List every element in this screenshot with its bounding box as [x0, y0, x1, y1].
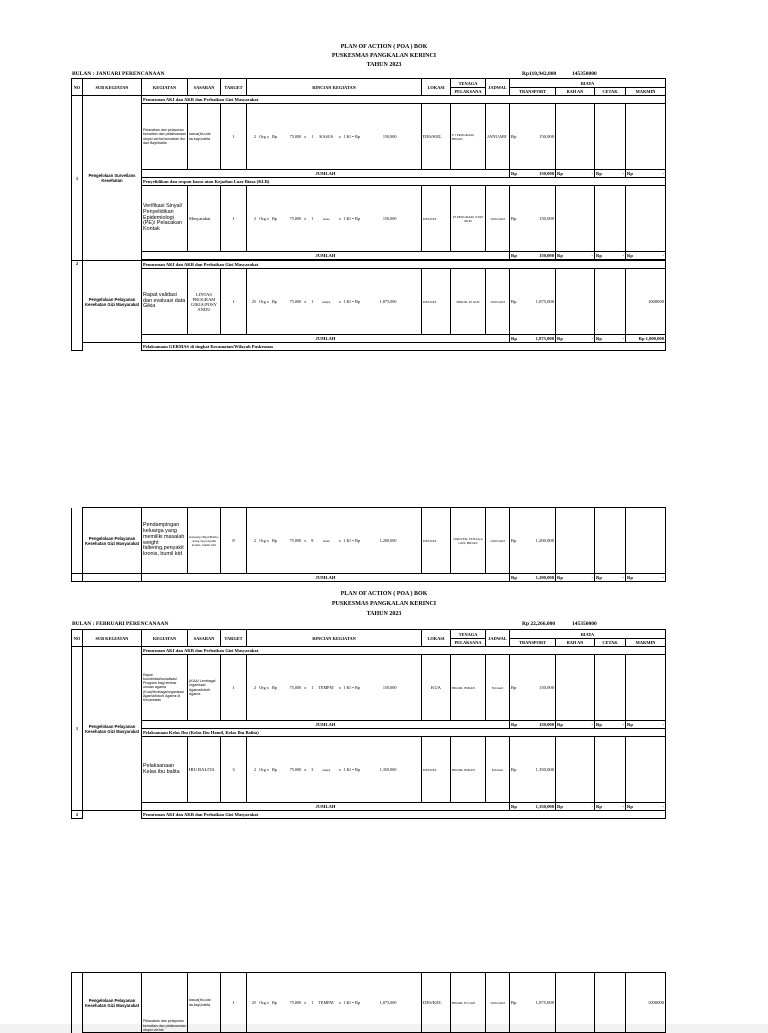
transport-cell: Rp 1,875,000 — [510, 269, 556, 335]
transport-cell: Rp 150,000 — [510, 655, 556, 721]
jumlah-makmin: Rp - — [627, 722, 665, 727]
cetak-cell — [595, 186, 626, 252]
col-makmin: MAKMIN — [626, 639, 666, 647]
bahan-cell — [556, 737, 595, 803]
col-makmin: MAKMIN — [626, 88, 666, 96]
makmin-cell — [626, 737, 666, 803]
sub-kegiatan: Pengelolaan Pelayanan Kesehatan Gizi Masyarakat — [83, 973, 142, 1033]
kegiatan-cell: Verifikasi Sinyal/ Penyelidikan Epidemiologi (PE)/ Pelacakan Kontak — [142, 186, 188, 252]
jumlah-transport: Rp 1,350,000 — [511, 804, 554, 809]
row-no: 1 — [72, 96, 83, 261]
jadwal-cell: JANUARI — [486, 508, 510, 574]
bahan-cell — [556, 104, 595, 170]
col-pelaksana: PELAKSANA — [451, 639, 486, 647]
rincian-cell: 2 Org x Rp 75,000 x 1 kasus x 1 Kl = Rp 150,000 — [247, 186, 422, 252]
target-cell: 1 — [221, 104, 247, 170]
col-tenaga: TENAGA — [451, 79, 486, 88]
sub-kegiatan: Pengelolaan Pelayanan Kesehatan Gizi Masyarakat — [83, 261, 142, 343]
pelaksana-cell: P J PROGRAM, BIDAN — [451, 104, 486, 170]
jadwal-cell: Februari — [486, 655, 510, 721]
col-jadwal: JADWAL — [486, 630, 510, 647]
kegiatan-cell: Pendampingan keluarga yang memiliki masalah weight faltering,penyakit kronis, bumil ktd — [142, 508, 188, 574]
pelaksana-cell: PJ PROGRAM, STAF PKM — [451, 186, 486, 252]
kegiatan-cell: Pelaksanaan Kelas ibu balita — [142, 737, 188, 803]
doc-title: PLAN OF ACTION ( POA ) BOK — [340, 44, 428, 50]
kegiatan-cell: Rapat koordinasi/sosialisasi Program bagi lembar urusan agama (Kua)/lembaga/organisasi Agama/tokoh Agama di Kecamatan — [142, 655, 188, 721]
lokasi-cell: DES/KEL — [422, 973, 451, 1033]
section-title: Penurunan AKI dan AKB dan Perbaikan Gizi Masyarakat — [142, 96, 666, 104]
jumlah-makmin: Rp 1,000,000 — [626, 335, 666, 343]
jumlah-row — [72, 335, 666, 343]
col-rincian: RINCIAN KEGIATAN — [247, 630, 422, 647]
section-title: Pelaksanaan Kelas Ibu (Kelas Ibu Hamil, Kelas Ibu Balita) — [142, 729, 666, 737]
col-kegiatan: KEGIATAN — [142, 630, 188, 647]
rincian-cell: 2 Org x Rp 75,000 x 3 tempat x 1 Kl = Rp 1,350,000 — [247, 737, 422, 803]
jumlah-bahan: Rp - — [557, 253, 593, 258]
jumlah-transport: Rp 1,875,000 — [511, 336, 554, 341]
rincian-cell: 2 Org x Rp 75,000 x 1 TEMPAT x 1 Kl = Rp 150,000 — [247, 655, 422, 721]
jadwal-cell: JANUARI — [486, 973, 510, 1033]
month-label: BULAN : JANUARI PERENCANAAN — [72, 71, 165, 77]
col-bahan: BAH AN — [556, 639, 595, 647]
col-no: NO — [72, 79, 83, 96]
table-row — [72, 269, 666, 335]
table-row — [72, 737, 666, 803]
pagu-total: 145350000 — [572, 621, 597, 627]
col-lokasi: LOKASI — [422, 630, 451, 647]
target-cell: 3 — [221, 737, 247, 803]
jumlah-cetak: Rp - — [596, 171, 624, 176]
target-cell: 8 — [221, 508, 247, 574]
bahan-cell — [556, 186, 595, 252]
makmin-cell — [626, 655, 666, 721]
poa-table-februari — [71, 629, 666, 819]
transport-cell: Rp 1,200,000 — [510, 508, 556, 574]
col-pelaksana: PELAKSANA — [451, 88, 486, 96]
kegiatan-cell: Pelacakan dan pelaporan kematian dan pelaksanaan otopsi verbal — [142, 973, 188, 1033]
lokasi-cell: DES/KEL — [422, 269, 451, 335]
lokasi-cell: DES/KEL — [422, 508, 451, 574]
makmin-cell — [626, 508, 666, 574]
bahan-cell — [556, 269, 595, 335]
row-no: 2 — [72, 811, 83, 819]
col-sasaran: SASARAN — [188, 79, 221, 96]
col-rincian: RINCIAN KEGIATAN — [247, 79, 422, 96]
sasaran-cell: kasus(Ibu,bal ita,bayi,balita — [188, 973, 221, 1033]
col-kegiatan: KEGIATAN — [142, 79, 188, 96]
rincian-cell: 25 Org x Rp 75,000 x 1 TEMPAT x 1 Kl = Rp 1,875,000 — [247, 973, 422, 1033]
jumlah-bahan: Rp - — [557, 804, 593, 809]
makmin-cell — [626, 186, 666, 252]
col-biaya: BIAYA — [510, 79, 666, 88]
cetak-cell — [595, 104, 626, 170]
kegiatan-cell: Rapat validasi dan evaluasi data Gikia — [142, 269, 188, 335]
table-row — [72, 508, 666, 574]
lokasi-cell: DES/KEL — [422, 186, 451, 252]
jumlah-transport: Rp 150,000 — [511, 171, 554, 176]
jumlah-makmin: Rp - — [627, 804, 665, 809]
row-no: 1 — [72, 647, 83, 811]
jumlah-cetak: Rp - — [596, 722, 624, 727]
jumlah-row — [72, 574, 666, 582]
transport-cell: Rp 1,350,000 — [510, 737, 556, 803]
makmin-cell: 1000000 — [626, 973, 666, 1033]
transport-cell: Rp 150,000 — [510, 186, 556, 252]
jadwal-cell: JANUARI — [486, 269, 510, 335]
month-total: Rp 22,266,000 — [522, 621, 556, 627]
sasaran-cell: LINTAS PROGRAM GIKIA/POSY ANDU — [188, 269, 221, 335]
jumlah-transport: Rp 1,200,000 — [511, 575, 554, 580]
jadwal-cell: Februari — [486, 737, 510, 803]
col-biaya: BIAYA — [510, 630, 666, 639]
section-title: Pelaksanaan GERMAS di tingkat Kecamatan/Wilayah Puskesmas — [142, 343, 666, 351]
jadwal-cell: JANUARI — [486, 104, 510, 170]
sub-kegiatan: Pengelolaan Pelayanan Kesehatan Gizi Masyarakat — [83, 508, 142, 574]
row-no: 2 — [72, 261, 83, 351]
section-title: Penurunan AKI dan AKB dan Perbaikan Gizi Masyarakat — [142, 647, 666, 655]
jumlah-transport: Rp 150,000 — [511, 722, 554, 727]
transport-cell: Rp 1,875,000 — [510, 973, 556, 1033]
jumlah-makmin: Rp - — [627, 575, 664, 580]
jumlah-bahan: Rp - — [557, 722, 593, 727]
rincian-cell: 25 Org x Rp 75,000 x 1 tempat x 1 Kl = Rp 1,875,000 — [247, 269, 422, 335]
jumlah-cetak: Rp - — [596, 575, 624, 580]
poa-table-januari-cont — [71, 507, 666, 582]
pelaksana-cell: BIKOR, PJ GIZI — [451, 973, 486, 1033]
sasaran-cell: (KUA/ Lembaga/ organisasi Agama/tokoh Agama — [188, 655, 221, 721]
rincian-cell: 2 Org x Rp 75,000 x 1 KASUS x 1 Kl = Rp 150,000 — [247, 104, 422, 170]
target-cell: 1 — [221, 186, 247, 252]
sub-kegiatan: Pengelolaan Pelayanan Kesehatan Gizi Masyarakat — [83, 647, 142, 811]
jumlah-bahan: Rp - — [557, 336, 593, 341]
doc-year: TAHUN 2023 — [366, 62, 402, 68]
jumlah-row — [72, 721, 666, 729]
sasaran-cell: kasus(Ibu,bal ita,bayi,balita — [188, 104, 221, 170]
lokasi-cell: KUA — [422, 655, 451, 721]
target-cell: 1 — [221, 973, 247, 1033]
lokasi-cell: DES/KEL — [422, 737, 451, 803]
sasaran-cell: IBU BALITA — [188, 737, 221, 803]
jumlah-label: JUMLAH — [142, 574, 510, 582]
doc-subtitle: PUSKESMAS PANGKALAN KERINCI — [331, 601, 437, 607]
cetak-cell — [595, 508, 626, 574]
col-jadwal: JADWAL — [486, 79, 510, 96]
target-cell: 1 — [221, 269, 247, 335]
jumlah-bahan: Rp - — [557, 575, 593, 580]
col-cetak: CETAK — [595, 639, 626, 647]
col-sub: SUB KEGIATAN — [83, 79, 142, 96]
lokasi-cell: DES/KEL — [422, 104, 451, 170]
pelaksana-cell: BIKOR, BIDAN — [451, 655, 486, 721]
jumlah-bahan: Rp - — [557, 171, 593, 176]
bahan-cell — [556, 655, 595, 721]
col-no: NO — [72, 630, 83, 647]
col-target: TARGET — [221, 630, 247, 647]
col-sub: SUB KEGIATAN — [83, 630, 142, 647]
col-lokasi: LOKASI — [422, 79, 451, 96]
jumlah-makmin: Rp - — [627, 253, 665, 258]
pelaksana-cell: BIKOR, BIDAN — [451, 737, 486, 803]
jumlah-transport: Rp 150,000 — [511, 253, 554, 258]
cetak-cell — [595, 737, 626, 803]
jumlah-makmin: Rp - — [627, 171, 665, 176]
jumlah-cetak: Rp - — [596, 253, 624, 258]
table-row — [72, 655, 666, 721]
target-cell: 1 — [221, 655, 247, 721]
col-transport: TRANSPORT — [510, 88, 556, 96]
kegiatan-cell: Pelacakan dan pelaporan kematian dan pelaksanaan otopsi verbal kematian ibu dan Bayi/balita — [142, 104, 188, 170]
pelaksana-cell: BIKOR, PJ GIZI — [451, 269, 486, 335]
sasaran-cell: Masyarakat — [188, 186, 221, 252]
col-tenaga: TENAGA — [451, 630, 486, 639]
sub-kegiatan: Pengelolaan Surveilans Kesehatan — [83, 96, 142, 261]
jumlah-label: JUMLAH — [142, 335, 510, 343]
doc-subtitle: PUSKESMAS PANGKALAN KERINCI — [331, 53, 437, 59]
rincian-cell: 2 Org x Rp 75,000 x 8 kasus x 1 Kl = Rp 1,200,000 — [247, 508, 422, 574]
cetak-cell — [595, 655, 626, 721]
jumlah-label: JUMLAH — [142, 803, 510, 811]
poa-table-januari — [71, 78, 666, 351]
col-sasaran: SASARAN — [188, 630, 221, 647]
col-target: TARGET — [221, 79, 247, 96]
bahan-cell — [556, 508, 595, 574]
jumlah-label: JUMLAH — [142, 721, 510, 729]
doc-title: PLAN OF ACTION ( POA ) BOK — [340, 591, 428, 597]
jumlah-cetak: Rp - — [596, 804, 624, 809]
jadwal-cell: JANUARI — [486, 186, 510, 252]
jumlah-label: JUMLAH — [142, 170, 510, 178]
pagu-total: 145350000 — [572, 71, 597, 77]
jumlah-cetak: Rp - — [596, 336, 624, 341]
table-row — [72, 186, 666, 252]
jumlah-row — [72, 803, 666, 811]
jumlah-row — [72, 170, 666, 178]
sasaran-cell: Keluarga Bayi/Balita, orang dg penyakit kronis, bumil risti — [188, 508, 221, 574]
pelaksana-cell: DOKTER, TENAGA GIZI, BIDAN — [451, 508, 486, 574]
section-title: Penurunan AKI dan AKB dan Perbaikan Gizi Masyarakat — [142, 811, 666, 819]
table-row — [72, 104, 666, 170]
makmin-cell — [626, 104, 666, 170]
doc-year: TAHUN 2023 — [366, 611, 402, 617]
jumlah-row — [72, 252, 666, 260]
section-title: Penyelidikan dan respon kasus atau Kejadian Luar Biasa (KLB) — [142, 178, 666, 186]
jumlah-label: JUMLAH — [142, 252, 510, 260]
makmin-cell: 1000000 — [626, 269, 666, 335]
section-title: Penurunan AKI dan AKB dan Perbaikan Gizi Masyarakat — [142, 261, 666, 269]
cetak-cell — [595, 269, 626, 335]
month-total: Rp110,942,000 — [522, 71, 557, 77]
col-bahan: BAH AN — [556, 88, 595, 96]
col-transport: TRANSPORT — [510, 639, 556, 647]
month-label: BULAN : FEBRUARI PERENCANAAN — [72, 621, 169, 627]
col-cetak: CETAK — [595, 88, 626, 96]
transport-cell: Rp 150,000 — [510, 104, 556, 170]
